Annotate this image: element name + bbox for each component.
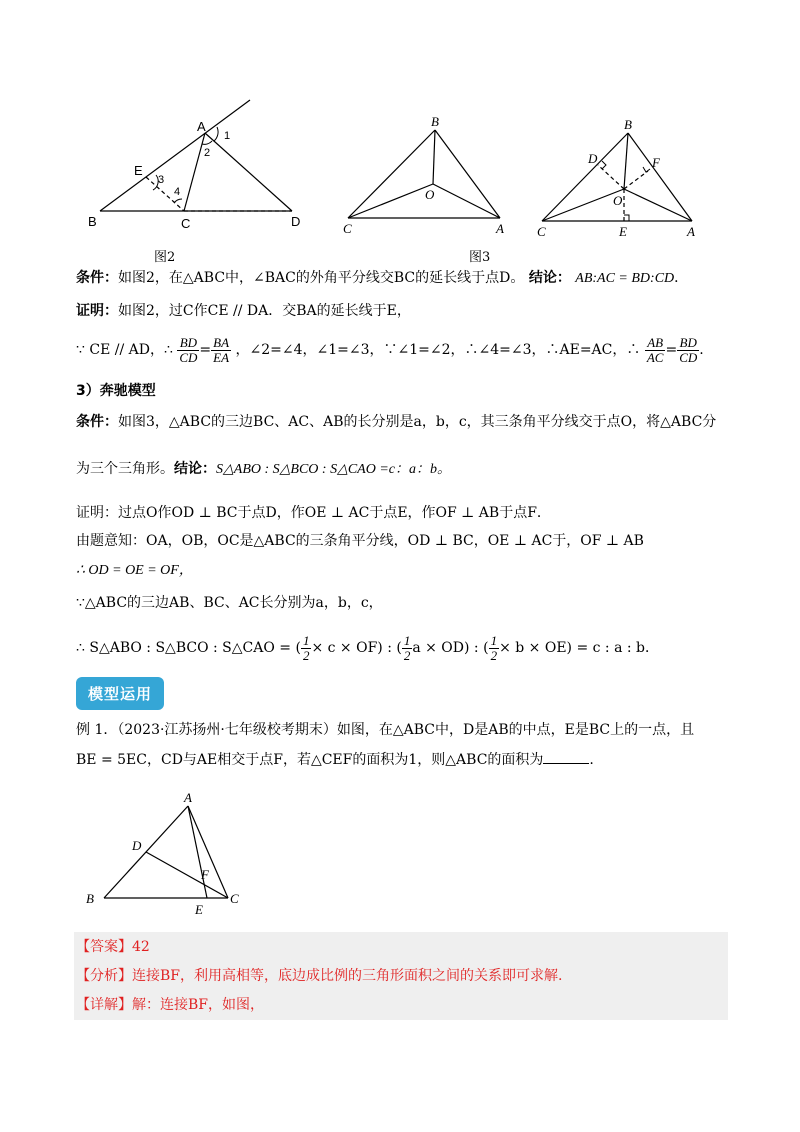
proof-chain-line [76, 334, 704, 366]
answer-value: 42 [132, 939, 150, 955]
fig3a-label-A: A [496, 221, 504, 236]
proof-line [76, 301, 411, 321]
answer-line [76, 937, 150, 957]
fig2-label-C: C [181, 216, 191, 231]
equals-sign: = [199, 342, 212, 358]
answer-blank [543, 749, 589, 764]
figure-2-diagram [80, 95, 320, 240]
analysis-label: 【分析】 [76, 968, 132, 984]
fraction-ab-ac: $\frac{AB}{AC}$ [646, 334, 664, 365]
section3-proof-5 [76, 632, 659, 664]
proof5-b: × c × OF) : ( [311, 640, 402, 656]
detail-line [76, 995, 264, 1015]
example-label-A: A [184, 790, 192, 805]
condition-line: 条件：如图2，在△ABC中，∠BAC的外角平分线交BC的延长线于点D。 结论： AB:AC = BD:CD． [76, 270, 689, 286]
proof5-c: a × OD) : ( [412, 640, 489, 656]
example-line-1: 例 1．（2023·江苏扬州·七年级校考期末）如图，在△ABC中，D是AB的中点，E是BC上的一点，且 [76, 722, 695, 738]
fig3b-label-C: C [537, 224, 546, 239]
proof5-a: ∴ S△ABO : S△BCO : S△CAO = ( [76, 640, 301, 656]
fig3a-label-B: B [431, 114, 439, 129]
answer-label: 【答案】 [76, 939, 132, 955]
model-application-badge: 模型运用 [76, 677, 164, 710]
example-diagram [82, 790, 252, 920]
condition-label: 条件： [76, 270, 118, 286]
fig2-label-2: 2 [204, 147, 211, 159]
analysis-line [76, 966, 562, 986]
section3-proof-1: 证明：过点O作OD ⊥ BC于点D，作OE ⊥ AC于点E，作OF ⊥ AB于点F． [76, 505, 551, 521]
equals-sign-2: = [665, 342, 678, 358]
section3-condition [76, 412, 716, 432]
section3-condition-text: 如图3，△ABC的三边BC、AC、AB的长分别是a，b，c，其三条角平分线交于点O，将△ABC分 [118, 414, 717, 430]
detail-text: 解：连接BF，如图， [132, 997, 265, 1013]
section-3-heading: 3）奔驰模型 [76, 383, 156, 399]
proof-label: 证明： [76, 303, 118, 319]
figure-3-right-diagram [530, 115, 700, 245]
fig3a-label-O: O [425, 187, 435, 202]
half-2: $\frac{1}{2}$ [403, 632, 411, 663]
example-label-D: D [132, 838, 142, 853]
fig3b-label-D: D [588, 151, 598, 166]
fig2-label-4: 4 [174, 186, 181, 198]
fig3b-label-A: A [687, 224, 695, 239]
figure-3-caption: 图3 [469, 250, 491, 265]
proof-chain-a: ∵ CE // AD，∴ [76, 342, 173, 358]
period: . [699, 342, 704, 358]
section3-conclusion-label: 结论： [174, 461, 216, 477]
half-3: $\frac{1}{2}$ [490, 632, 498, 663]
figure-3-left-diagram [338, 112, 508, 242]
section3-proof-4: ∵△ABC的三边AB、BC、AC长分别为a，b，c， [76, 595, 383, 611]
example-label-B: B [86, 891, 94, 906]
detail-label: 【详解】 [76, 997, 132, 1013]
section3-condition-label: 条件： [76, 414, 118, 430]
example-end: . [589, 752, 594, 768]
section3-proof-2: 由题意知：OA，OB，OC是△ABC的三条角平分线，OD ⊥ BC，OE ⊥ AC于，OF ⊥ AB [76, 533, 644, 549]
fraction-bd-cd: $\frac{BD}{CD}$ [179, 334, 198, 365]
fig2-label-A: A [197, 119, 206, 134]
proof-chain-b: ，∠2=∠4，∠1=∠3，∵∠1=∠2，∴∠4=∠3，∴AE=AC，∴ [235, 342, 641, 358]
figure-2-caption: 图2 [154, 250, 176, 265]
fig2-label-3: 3 [158, 174, 165, 186]
analysis-text: 连接BF，利用高相等，底边成比例的三角形面积之间的关系即可求解. [132, 968, 563, 984]
fraction-bd-cd-2: $\frac{BD}{CD}$ [679, 334, 698, 365]
example-line-2-text: BE = 5EC，CD与AE相交于点F，若△CEF的面积为1，则△ABC的面积为 [76, 752, 544, 768]
fig2-label-D: D [291, 214, 301, 229]
section3-condition-2 [76, 459, 451, 480]
fig3b-label-E: E [619, 224, 627, 239]
fig3b-label-F: F [652, 155, 660, 170]
example-label-E: E [195, 902, 203, 917]
fraction-ba-ea: $\frac{BA}{EA}$ [213, 334, 230, 365]
proof-text: 如图2，过C作CE // DA．交BA的延长线于E， [118, 303, 411, 319]
fig2-label-B: B [88, 214, 97, 229]
section3-conclusion-text: S△ABO : S△BCO : S△CAO =c：a：b。 [216, 462, 451, 477]
conclusion-label: 结论： [528, 270, 571, 286]
example-label-F: F [201, 867, 209, 882]
conclusion-text: AB:AC = BD:CD [575, 271, 675, 286]
proof5-d: × b × OE) = c : a : b． [499, 640, 660, 656]
fig3b-label-O: O [613, 193, 623, 208]
half-1: $\frac{1}{2}$ [302, 632, 310, 663]
condition-text: 如图2，在△ABC中，∠BAC的外角平分线交BC的延长线于点D。 [118, 270, 525, 286]
section3-condition-text-2: 为三个三角形。 [76, 461, 174, 477]
example-line-2 [76, 749, 594, 770]
fig3a-label-C: C [343, 221, 352, 236]
section3-proof-3: ∴ OD = OE = OF， [76, 563, 193, 578]
fig3b-label-B: B [624, 117, 632, 132]
example-label-C: C [230, 891, 239, 906]
fig2-label-1: 1 [224, 130, 231, 142]
fig2-label-E: E [134, 163, 143, 178]
